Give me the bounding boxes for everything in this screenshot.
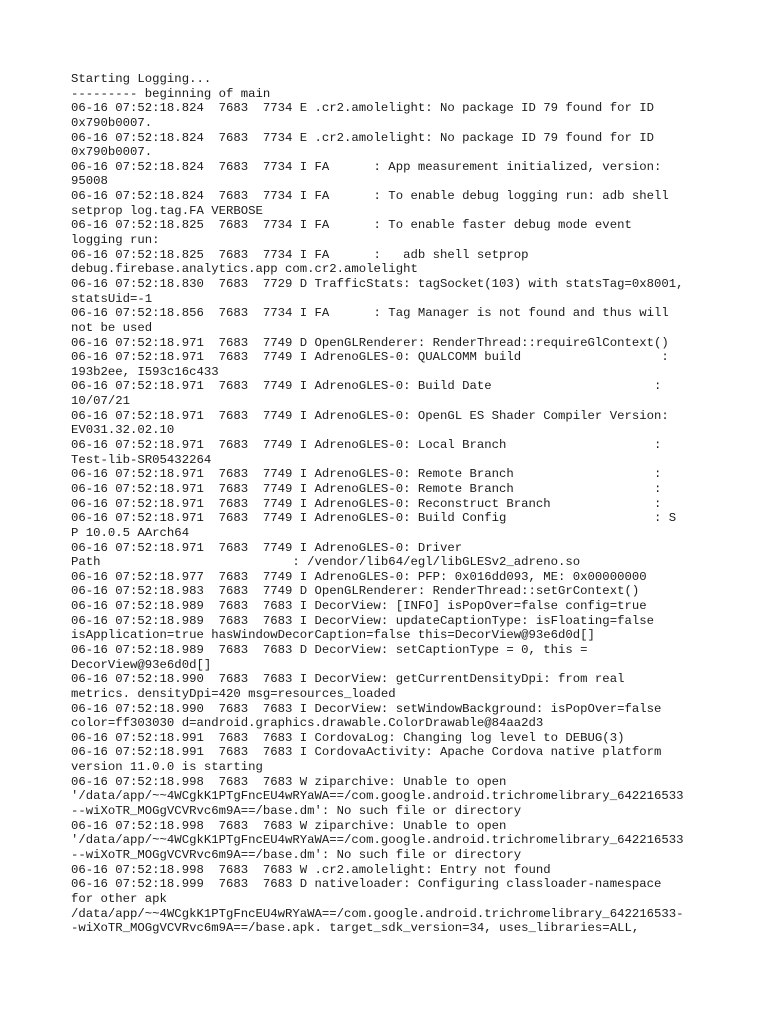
log-line: 06-16 07:52:18.971 7683 7749 I AdrenoGLES-0: OpenGL ES Shader Compiler Version:	[71, 408, 669, 423]
log-line: 0x790b0007.	[71, 145, 153, 160]
log-line: not be used	[71, 320, 153, 335]
log-line: P 10.0.5 AArch64	[71, 525, 190, 540]
log-line: 06-16 07:52:18.830 7683 7729 D TrafficStats: tagSocket(103) with statsTag=0x8001,	[71, 276, 684, 291]
log-line: 06-16 07:52:18.824 7683 7734 E .cr2.amolelight: No package ID 79 found for ID	[71, 101, 654, 116]
log-line: 06-16 07:52:18.971 7683 7749 I AdrenoGLES-0: Local Branch :	[71, 438, 662, 453]
log-line: '/data/app/~~4WCgkK1PTgFncEU4wRYaWA==/com.google.android.trichromelibrary_642216533	[71, 833, 684, 848]
log-line: 10/07/21	[71, 394, 131, 409]
log-line: Path : /vendor/lib64/egl/libGLESv2_adreno.so	[71, 555, 581, 570]
log-line: setprop log.tag.FA VERBOSE	[71, 203, 263, 218]
log-line: 06-16 07:52:18.971 7683 7749 D OpenGLRenderer: RenderThread::requireGlContext()	[71, 335, 669, 350]
log-line: for other apk	[71, 891, 167, 906]
log-line: 06-16 07:52:18.971 7683 7749 I AdrenoGLES-0: Remote Branch :	[71, 481, 662, 496]
log-line: /data/app/~~4WCgkK1PTgFncEU4wRYaWA==/com.google.android.trichromelibrary_642216533-	[71, 906, 684, 921]
log-line: statsUid=-1	[71, 291, 153, 306]
log-line: version 11.0.0 is starting	[71, 760, 263, 775]
log-line: 06-16 07:52:18.990 7683 7683 I DecorView: setWindowBackground: isPopOver=false	[71, 701, 662, 716]
log-line: --wiXoTR_MOGgVCVRvc6m9A==/base.dm': No such file or directory	[71, 847, 522, 862]
log-line: 193b2ee, I593c16c433	[71, 364, 219, 379]
log-line: 06-16 07:52:18.998 7683 7683 W ziparchive: Unable to open	[71, 774, 507, 789]
log-line: logging run:	[71, 233, 160, 248]
log-line: 95008	[71, 174, 108, 189]
log-line: 06-16 07:52:18.990 7683 7683 I DecorView: getCurrentDensityDpi: from real	[71, 672, 625, 687]
log-line: 0x790b0007.	[71, 115, 153, 130]
log-line: 06-16 07:52:18.971 7683 7749 I AdrenoGLES-0: Build Date :	[71, 379, 662, 394]
log-text-block	[71, 72, 701, 936]
log-line: debug.firebase.analytics.app com.cr2.amolelight	[71, 262, 418, 277]
log-line: 06-16 07:52:18.991 7683 7683 I CordovaActivity: Apache Cordova native platform	[71, 745, 662, 760]
log-line: 06-16 07:52:18.999 7683 7683 D nativeloader: Configuring classloader-namespace	[71, 877, 662, 892]
log-line: 06-16 07:52:18.825 7683 7734 I FA : adb shell setprop	[71, 247, 529, 262]
log-line: 06-16 07:52:18.971 7683 7749 I AdrenoGLES-0: Reconstruct Branch :	[71, 496, 662, 511]
log-line: metrics. densityDpi=420 msg=resources_loaded	[71, 686, 396, 701]
log-line: 06-16 07:52:18.998 7683 7683 W ziparchive: Unable to open	[71, 818, 507, 833]
log-line: 06-16 07:52:18.998 7683 7683 W .cr2.amolelight: Entry not found	[71, 862, 551, 877]
log-line: 06-16 07:52:18.977 7683 7749 I AdrenoGLES-0: PFP: 0x016dd093, ME: 0x00000000	[71, 569, 647, 584]
log-line: 06-16 07:52:18.991 7683 7683 I CordovaLog: Changing log level to DEBUG(3)	[71, 730, 625, 745]
log-line: EV031.32.02.10	[71, 423, 175, 438]
log-line: isApplication=true hasWindowDecorCaption=false this=DecorView@93e6d0d[]	[71, 628, 595, 643]
log-line: -wiXoTR_MOGgVCVRvc6m9A==/base.apk. target_sdk_version=34, uses_libraries=ALL,	[71, 921, 640, 936]
log-line: 06-16 07:52:18.989 7683 7683 I DecorView: [INFO] isPopOver=false config=true	[71, 599, 647, 614]
log-line: --wiXoTR_MOGgVCVRvc6m9A==/base.dm': No such file or directory	[71, 804, 522, 819]
log-line: 06-16 07:52:18.971 7683 7749 I AdrenoGLES-0: Driver	[71, 540, 463, 555]
log-line: 06-16 07:52:18.971 7683 7749 I AdrenoGLES-0: Build Config : S	[71, 511, 677, 526]
log-line: 06-16 07:52:18.989 7683 7683 I DecorView: updateCaptionType: isFloating=false	[71, 613, 654, 628]
log-line: '/data/app/~~4WCgkK1PTgFncEU4wRYaWA==/com.google.android.trichromelibrary_642216533	[71, 789, 684, 804]
log-line: --------- beginning of main	[71, 86, 271, 101]
log-line: 06-16 07:52:18.824 7683 7734 I FA : App measurement initialized, version:	[71, 159, 662, 174]
log-line: Test-lib-SR05432264	[71, 452, 212, 467]
log-line: color=ff303030 d=android.graphics.drawable.ColorDrawable@84aa2d3	[71, 716, 544, 731]
log-line: 06-16 07:52:18.971 7683 7749 I AdrenoGLES-0: QUALCOMM build :	[71, 350, 669, 365]
log-line: 06-16 07:52:18.971 7683 7749 I AdrenoGLES-0: Remote Branch :	[71, 467, 662, 482]
log-line: 06-16 07:52:18.983 7683 7749 D OpenGLRenderer: RenderThread::setGrContext()	[71, 584, 640, 599]
log-line: DecorView@93e6d0d[]	[71, 657, 212, 672]
log-line: 06-16 07:52:18.856 7683 7734 I FA : Tag Manager is not found and thus will	[71, 306, 669, 321]
log-line: Starting Logging...	[71, 72, 212, 86]
log-line: 06-16 07:52:18.825 7683 7734 I FA : To enable faster debug mode event	[71, 218, 632, 233]
log-line: 06-16 07:52:18.989 7683 7683 D DecorView: setCaptionType = 0, this =	[71, 642, 588, 657]
log-line: 06-16 07:52:18.824 7683 7734 I FA : To enable debug logging run: adb shell	[71, 189, 669, 204]
log-line: 06-16 07:52:18.824 7683 7734 E .cr2.amolelight: No package ID 79 found for ID	[71, 130, 654, 145]
